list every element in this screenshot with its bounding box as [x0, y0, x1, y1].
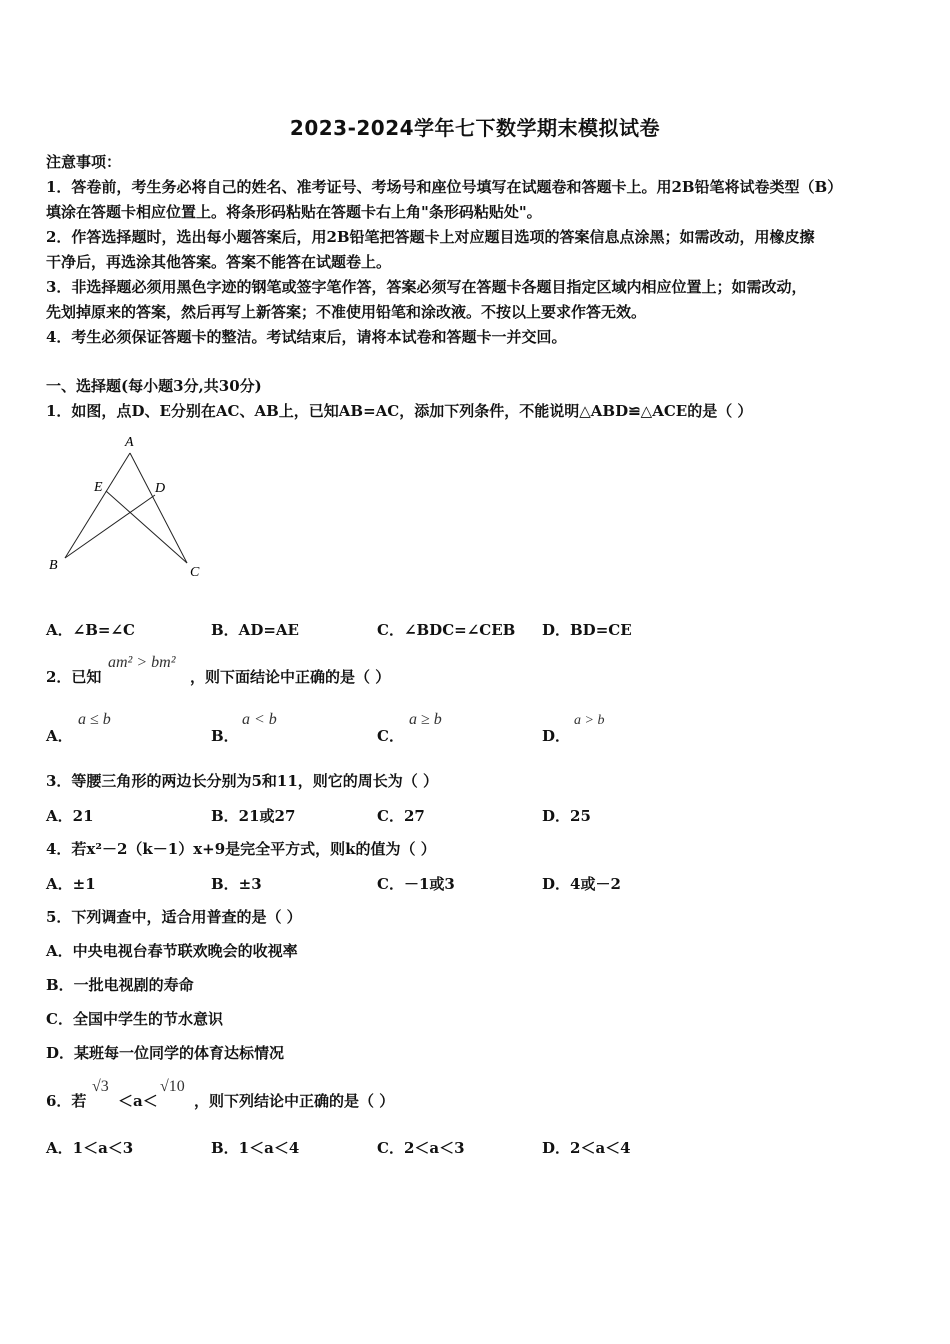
notice-line: 3．非选择题必须用黑色字迹的钢笔或签字笔作答，答案必须写在答题卡各题目指定区域内相应位置上；如需改动， — [46, 278, 807, 296]
question-5-stem: 5．下列调查中，适合用普查的是（ ） — [46, 908, 302, 926]
q2-stem-math: am² > bm² — [108, 654, 176, 671]
q4-option-c: C．－1或3 — [377, 875, 455, 893]
q4-option-a: A．±1 — [46, 875, 96, 893]
q6-option-d: D．2＜a＜4 — [542, 1139, 631, 1157]
notice-line: 1．答卷前，考生务必将自己的姓名、准考证号、考场号和座位号填写在试题卷和答题卡上。用2B铅笔将试卷类型（B） — [46, 178, 843, 196]
q6-stem-mid: ＜a＜ — [118, 1092, 158, 1110]
q2-option-c-math: a ≥ b — [409, 711, 442, 728]
segment-bd — [65, 495, 155, 558]
notice-line: 填涂在答题卡相应位置上。将条形码粘贴在答题卡右上角"条形码粘贴处"。 — [46, 203, 542, 221]
q1-option-b: B．AD=AE — [211, 621, 299, 639]
q5-option-b: B．一批电视剧的寿命 — [46, 976, 194, 994]
q2-option-a-letter: A． — [46, 727, 73, 745]
q6-stem-suffix: ，则下列结论中正确的是（ ） — [194, 1092, 395, 1110]
notice-heading: 注意事项： — [46, 153, 122, 171]
section-heading: 一、选择题(每小题3分,共30分) — [46, 377, 262, 395]
q2-option-b-math: a < b — [242, 711, 277, 728]
q6-stem-sqrt10: √10 — [160, 1078, 185, 1095]
notice-line: 4．考生必须保证答题卡的整洁。考试结束后，请将本试卷和答题卡一并交回。 — [46, 328, 567, 346]
q6-stem-prefix: 6．若 — [46, 1092, 87, 1110]
segment-ab — [65, 453, 130, 558]
segment-ac — [130, 453, 187, 563]
vertex-label-e: E — [94, 480, 103, 495]
q6-stem-sqrt3: √3 — [92, 1078, 109, 1095]
segment-ec — [106, 491, 187, 563]
q3-option-d: D．25 — [542, 807, 591, 825]
q2-option-d-math: a > b — [574, 713, 605, 728]
q1-option-a: A．∠B=∠C — [46, 621, 135, 639]
q3-option-b: B．21或27 — [211, 807, 296, 825]
triangle-figure — [40, 428, 220, 583]
q5-option-a: A．中央电视台春节联欢晚会的收视率 — [46, 942, 298, 960]
q3-option-c: C．27 — [377, 807, 425, 825]
q2-option-c-letter: C． — [377, 727, 404, 745]
q6-option-c: C．2＜a＜3 — [377, 1139, 465, 1157]
q2-stem-suffix: ，则下面结论中正确的是（ ） — [190, 668, 391, 686]
q3-option-a: A．21 — [46, 807, 94, 825]
q2-stem-prefix: 2．已知 — [46, 668, 102, 686]
question-4-stem: 4．若x²－2（k－1）x+9是完全平方式，则k的值为（ ） — [46, 840, 436, 858]
q5-option-c: C．全国中学生的节水意识 — [46, 1010, 223, 1028]
q1-option-c: C．∠BDC=∠CEB — [377, 621, 516, 639]
vertex-label-c: C — [190, 565, 200, 580]
q1-option-d: D．BD=CE — [542, 621, 632, 639]
question-1-stem: 1．如图，点D、E分别在AC、AB上，已知AB=AC，添加下列条件，不能说明△ABD≌△ACE的是（ ） — [46, 402, 753, 420]
q2-option-a-math: a ≤ b — [78, 711, 111, 728]
q6-option-b: B．1＜a＜4 — [211, 1139, 300, 1157]
q6-option-a: A．1＜a＜3 — [46, 1139, 134, 1157]
notice-line: 先划掉原来的答案，然后再写上新答案；不准使用铅笔和涂改液。不按以上要求作答无效。 — [46, 303, 647, 321]
q4-option-b: B．±3 — [211, 875, 262, 893]
q2-option-b-letter: B． — [211, 727, 239, 745]
q2-option-d-letter: D． — [542, 727, 571, 745]
vertex-label-a: A — [125, 435, 134, 450]
vertex-label-b: B — [49, 558, 58, 573]
q5-option-d: D．某班每一位同学的体育达标情况 — [46, 1044, 285, 1062]
vertex-label-d: D — [155, 481, 166, 496]
notice-line: 2．作答选择题时，选出每小题答案后，用2B铅笔把答题卡上对应题目选项的答案信息点涂黑；如需改动，用橡皮擦 — [46, 228, 815, 246]
question-3-stem: 3．等腰三角形的两边长分别为5和11，则它的周长为（ ） — [46, 772, 438, 790]
page-title: 2023-2024学年七下数学期末模拟试卷 — [289, 116, 661, 140]
notice-line: 干净后，再选涂其他答案。答案不能答在试题卷上。 — [46, 253, 392, 271]
q4-option-d: D．4或－2 — [542, 875, 621, 893]
